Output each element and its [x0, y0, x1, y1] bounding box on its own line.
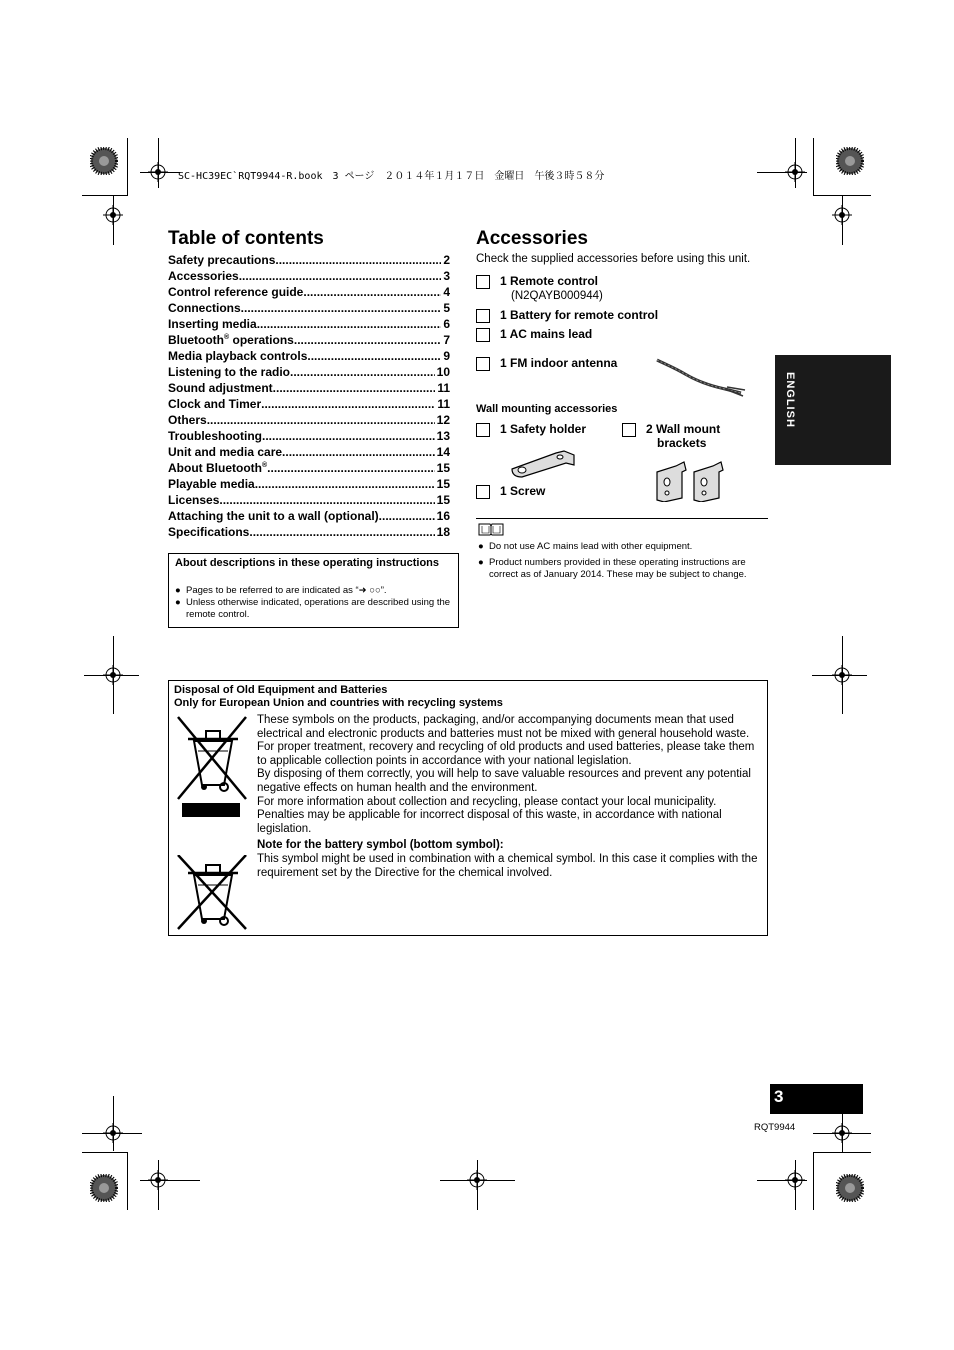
accessory-label: 2 Wall mount: [646, 422, 721, 436]
registration-mark-icon: [832, 1123, 852, 1143]
toc-leader-dots: [275, 253, 441, 269]
registration-mark-icon: [148, 162, 168, 182]
toc-item-title: Attaching the unit to a wall (optional): [168, 509, 379, 523]
toc-leader-dots: [249, 525, 434, 541]
toc-leader-dots: [257, 317, 442, 333]
registration-mark-icon: [785, 1170, 805, 1190]
toc-item-title: Playable media: [168, 477, 255, 491]
page-number: 3: [774, 1087, 784, 1106]
accessory-label: 1 Screw: [500, 484, 546, 498]
crossed-bin-icon: [176, 715, 248, 819]
accessories-intro: Check the supplied accessories before using this unit.: [476, 253, 751, 265]
toc-leader-dots: [261, 397, 435, 413]
list-item: ● Unless otherwise indicated, operations are described using the remote control.: [175, 597, 451, 620]
toc-item-title: About Bluetooth®: [168, 461, 268, 475]
toc-item: [168, 253, 450, 269]
accessory-label: brackets: [657, 436, 707, 450]
registration-mark-icon: [467, 1170, 487, 1190]
toc-leader-dots: [239, 269, 442, 285]
toc-item-title: Listening to the radio: [168, 365, 290, 379]
toc-item: [168, 365, 450, 381]
crossed-bin-icon: [176, 855, 248, 931]
toc-item-page: 12: [436, 413, 450, 427]
toc-item-page: 11: [437, 381, 450, 395]
accessory-ac-lead: [476, 327, 592, 342]
color-target-icon: [836, 147, 864, 175]
toc-item-title: Troubleshooting: [168, 429, 262, 443]
toc-item-title: Accessories: [168, 269, 239, 283]
safety-holder-icon: [508, 443, 580, 479]
toc-item-title: Unit and media care: [168, 445, 283, 459]
page-number-tab: [770, 1084, 863, 1114]
toc-item-title: Inserting media: [168, 317, 257, 331]
accessory-safety-holder: [476, 422, 586, 437]
toc-leader-dots: [219, 493, 434, 509]
toc-leader-dots: [267, 461, 434, 477]
toc-item: [168, 349, 450, 365]
wall-mount-title: Wall mounting accessories: [476, 403, 618, 415]
toc-item-page: 15: [436, 493, 450, 507]
checkbox-icon: [476, 357, 490, 371]
paragraph: These symbols on the products, packaging, and/or accompanying documents mean that used electrical and electronic products and batteries must not be mixed with general household waste.: [257, 714, 750, 740]
about-box-title: About descriptions in these operating instructions: [175, 557, 440, 569]
checkbox-icon: [476, 423, 490, 437]
toc-leader-dots: [290, 365, 435, 381]
bullet-icon: ●: [478, 541, 484, 552]
bullet-icon: ●: [175, 585, 181, 596]
registration-mark-icon: [148, 1170, 168, 1190]
toc-item: [168, 461, 450, 477]
toc-item-title: Sound adjustment: [168, 381, 273, 395]
toc-item-title: Connections: [168, 301, 241, 315]
toc-item-page: 7: [443, 333, 450, 347]
disposal-title: Disposal of Old Equipment and Batteries: [174, 684, 388, 696]
doc-code: RQT9944: [754, 1122, 796, 1133]
toc-leader-dots: [273, 381, 436, 397]
checkbox-icon: [622, 423, 636, 437]
list-item: ● Product numbers provided in these operating instructions are correct as of January 2014. These may be subject to change.: [478, 557, 747, 580]
toc-item: [168, 493, 450, 509]
print-header: SC-HC39EC`RQT9944-R.book 3 ページ ２０１４年１月１７日 金曜日 午後３時５８分: [178, 171, 605, 182]
toc-item-page: 5: [443, 301, 450, 315]
accessory-label: 1 Safety holder: [500, 422, 587, 436]
accessories-title: Accessories: [476, 228, 588, 249]
color-target-icon: [90, 1174, 118, 1202]
toc-item: [168, 397, 450, 413]
toc-item: [168, 477, 450, 493]
toc-item-page: 3: [443, 269, 450, 283]
toc-leader-dots: [282, 445, 435, 461]
disposal-body: [257, 714, 765, 880]
toc-item: [168, 269, 450, 285]
accessory-label: 1 Battery for remote control: [500, 308, 659, 322]
toc-item-page: 9: [443, 349, 450, 363]
toc-item-title: Clock and Timer: [168, 397, 262, 411]
toc-leader-dots: [294, 333, 441, 349]
toc-item-title: Safety precautions: [168, 253, 276, 267]
antenna-icon: [655, 356, 747, 400]
toc-item: [168, 429, 450, 445]
toc-item-page: 10: [436, 365, 450, 379]
accessory-wall-brackets: [622, 422, 720, 450]
toc-leader-dots: [307, 349, 441, 365]
accessories-notes: [478, 541, 770, 581]
toc-item-title: Control reference guide: [168, 285, 304, 299]
bullet-icon: ●: [175, 597, 181, 608]
paragraph: Penalties may be applicable for incorrect disposal of this waste, in accordance with national legislation.: [257, 809, 722, 835]
registration-mark-icon: [103, 1123, 123, 1143]
bullet-icon: ●: [478, 557, 484, 568]
toc-item: [168, 509, 450, 525]
color-target-icon: [836, 1174, 864, 1202]
color-target-icon: [90, 147, 118, 175]
toc-leader-dots: [241, 301, 442, 317]
book-icon: [478, 523, 504, 536]
toc-item-page: 4: [443, 285, 450, 299]
accessory-part-number: (N2QAYB000944): [511, 290, 603, 302]
wall-bracket-icon: [654, 460, 729, 502]
paragraph: For more information about collection and recycling, please contact your local municipality.: [257, 795, 717, 808]
accessory-fm-antenna: [476, 356, 617, 371]
toc-item-title: Media playback controls: [168, 349, 308, 363]
toc-item-page: 6: [443, 317, 450, 331]
registration-mark-icon: [832, 205, 852, 225]
list-item: ● Pages to be referred to are indicated as “➜ ○○”.: [175, 585, 387, 596]
toc-item-title: Bluetooth® operations: [168, 333, 294, 347]
checkbox-icon: [476, 275, 490, 289]
checkbox-icon: [476, 328, 490, 342]
toc-item: [168, 381, 450, 397]
toc-item-page: 15: [436, 461, 450, 475]
accessory-label: 1 Remote control: [500, 274, 599, 288]
divider: [476, 518, 768, 519]
registration-mark-icon: [785, 162, 805, 182]
toc-item-page: 11: [437, 397, 450, 411]
about-descriptions-box: [168, 553, 459, 628]
disposal-box: [168, 680, 768, 936]
battery-note-text: This symbol might be used in combination with a chemical symbol. In this case it complies with the requirement set by the Directive for the chemical involved.: [257, 852, 758, 879]
registration-mark-icon: [832, 665, 852, 685]
list-item: ● Do not use AC mains lead with other equipment.: [478, 541, 693, 552]
toc-item: [168, 525, 450, 541]
toc-item: [168, 333, 450, 349]
toc-item: [168, 285, 450, 301]
accessory-label: 1 AC mains lead: [500, 327, 593, 341]
toc-item-title: Others: [168, 413, 207, 427]
battery-note-title: Note for the battery symbol (bottom symbol):: [257, 839, 504, 852]
accessory-label: 1 FM indoor antenna: [500, 356, 618, 370]
toc-item-page: 13: [436, 429, 450, 443]
toc-item: [168, 317, 450, 333]
toc-item-page: 18: [436, 525, 450, 539]
toc-title: Table of contents: [168, 228, 324, 249]
toc-item-page: 14: [436, 445, 450, 459]
language-tab-label: ENGLISH: [784, 372, 796, 428]
toc-item-page: 15: [436, 477, 450, 491]
toc-item-page: 16: [436, 509, 450, 523]
toc-leader-dots: [303, 285, 441, 301]
toc-item: [168, 413, 450, 429]
checkbox-icon: [476, 485, 490, 499]
paragraph: For proper treatment, recovery and recycling of old products and used batteries, please take them to applicable collection points in accordance with your national legislation.: [257, 741, 755, 767]
toc-item: [168, 445, 450, 461]
toc-item-title: Specifications: [168, 525, 250, 539]
accessory-screw: [476, 484, 545, 499]
about-box-bullets: [175, 585, 455, 621]
accessory-remote-control: [476, 274, 603, 302]
paragraph: By disposing of them correctly, you will help to save valuable resources and prevent any potential negative effects on human health and the environment.: [257, 768, 751, 794]
toc-item: [168, 301, 450, 317]
accessory-battery: [476, 308, 658, 323]
toc-leader-dots: [262, 429, 435, 445]
checkbox-icon: [476, 309, 490, 323]
toc-item-page: 2: [443, 253, 450, 267]
toc-item-title: Licenses: [168, 493, 220, 507]
registration-mark-icon: [103, 665, 123, 685]
registration-mark-icon: [103, 205, 123, 225]
toc-leader-dots: [379, 509, 435, 525]
toc-leader-dots: [207, 413, 435, 429]
toc-leader-dots: [255, 477, 435, 493]
disposal-subtitle: Only for European Union and countries with recycling systems: [174, 697, 503, 709]
